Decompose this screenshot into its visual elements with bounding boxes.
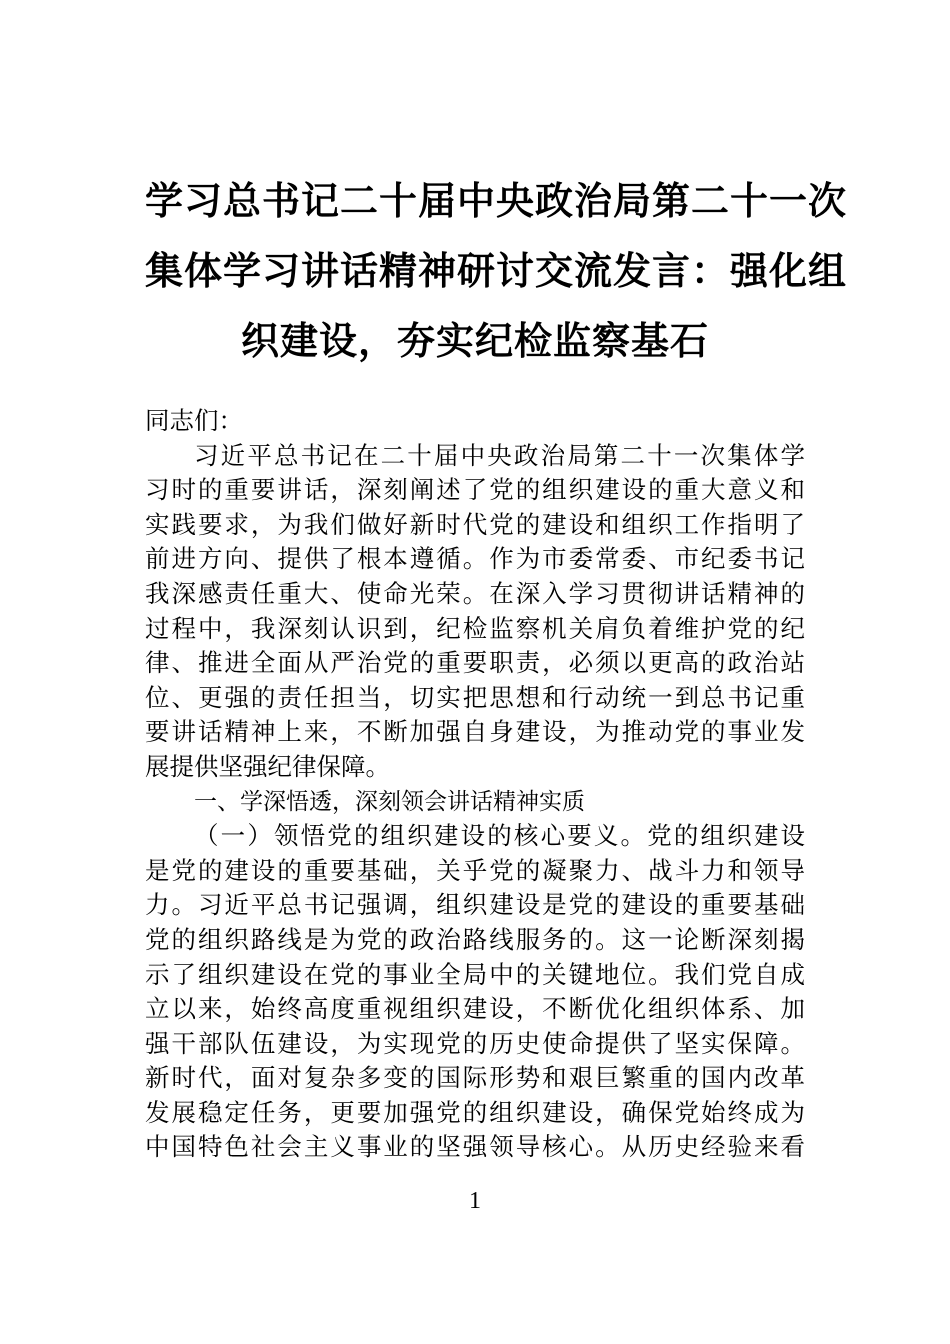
text-line: 我深感责任重大、使命光荣。在深入学习贯彻讲话精神的 [145,578,805,608]
document-body [145,404,805,1165]
text-line: 强干部队伍建设，为实现党的历史使命提供了坚实保障。 [145,1028,805,1058]
text-line: 发展稳定任务，更要加强党的组织建设，确保党始终成为 [145,1097,805,1127]
text-line: 位、更强的责任担当，切实把思想和行动统一到总书记重 [145,682,805,712]
text-line: 要讲话精神上来，不断加强自身建设，为推动党的事业发 [145,717,805,747]
title-line: 集体学习讲话精神研讨交流发言：强化组 [145,249,848,293]
text-line: 中国特色社会主义事业的坚强领导核心。从历史经验来看 [145,1132,805,1162]
text-line: 党的组织路线是为党的政治路线服务的。这一论断深刻揭 [145,924,805,954]
text-line: （一）领悟党的组织建设的核心要义。党的组织建设 [194,821,805,851]
text-line: 力。习近平总书记强调，组织建设是党的建设的重要基础 [145,890,805,920]
text-line: 示了组织建设在党的事业全局中的关键地位。我们党自成 [145,959,805,989]
text-line: 立以来，始终高度重视组织建设，不断优化组织体系、加 [145,994,805,1024]
text-line: 是党的建设的重要基础，关乎党的凝聚力、战斗力和领导 [145,855,805,885]
section-heading: 一、学深悟透，深刻领会讲话精神实质 [194,788,585,815]
title-line: 织建设，夯实纪检监察基石 [240,319,709,363]
text-line: 过程中，我深刻认识到，纪检监察机关肩负着维护党的纪 [145,613,805,643]
text-line: 展提供坚强纪律保障。 [145,751,390,781]
document-title [145,166,848,376]
text-line: 新时代，面对复杂多变的国际形势和艰巨繁重的国内改革 [145,1063,805,1093]
paragraph-intro [145,439,805,785]
paragraph-section-1 [145,819,805,1165]
text-line: 实践要求，为我们做好新时代党的建设和组织工作指明了 [145,509,805,539]
text-line: 律、推进全面从严治党的重要职责，必须以更高的政治站 [145,648,805,678]
page-number: 1 [469,1188,481,1214]
text-line: 习近平总书记在二十届中央政治局第二十一次集体学 [194,440,805,470]
title-line: 学习总书记二十届中央政治局第二十一次 [145,179,848,223]
text-line: 前进方向、提供了根本遵循。作为市委常委、市纪委书记 [145,544,805,574]
text-line: 习时的重要讲话，深刻阐述了党的组织建设的重大意义和 [145,475,805,505]
salutation: 同志们： [145,406,243,435]
